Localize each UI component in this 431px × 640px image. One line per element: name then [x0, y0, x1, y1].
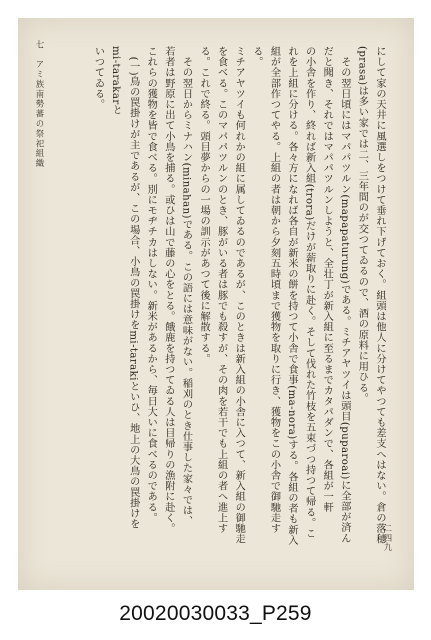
text-line: これらの獲物を皆で食べる。別にモヂチカはしない。新米があるから、毎日大いに食べるのである。: [145, 46, 157, 523]
running-head: 七 アミ族南勢蕃の祭祀組織: [35, 40, 45, 169]
text-line: る。これで終る。頭目夢からの一場の訓示があつて後に解散する。: [198, 46, 210, 364]
text-line: れを上組に分ける。各々方になれば各自が新米の餅を持つて小舎で食事(ma-nora)する。各組の者も新入: [286, 46, 298, 546]
text-line: にして家の天井に風選しをつけて垂れ下げておく。組頭は他人に分けてやつても差支へはない。倉の落穂: [374, 46, 385, 545]
text-line: の小舎を作り、終れば新入組(trora)だけが薪取りに赴く。そして伐れた竹枝を五束づつ持つて帰る。こ: [303, 46, 315, 539]
page-number: 二四九: [383, 523, 393, 552]
body-text: [70, 46, 388, 546]
text-line: 組が全部作つてやる。上組の者は朝から夕刻五時頃まで獲物を取りに行き、獲物をこの小舎で御馳走する。: [250, 46, 280, 534]
text-line: 若者は野原に出て小鳥を捕る。或ひは山で藤の心をとる。餓鹿を持つてゐる人は目帰りの漁附に赴く。: [162, 46, 174, 534]
text-line: ミチアヤツイも何れかの組に属してゐるのであるが、このときは新入組の小舎に入つて、新入組の御馳走: [233, 46, 245, 545]
text-line: を食べる。このマパパツルンのとき、豚がいる者は豚でも殺すが、その肉を若干でも上組の者へ進上す: [215, 46, 227, 534]
footnote-line: いつてゐる。: [92, 46, 104, 110]
text-line: その翌日からミナハン(minahan)である。この語には意味がない。稲刈のとき仕事した家々では、: [180, 46, 192, 527]
document-page: [18, 18, 414, 590]
text-line: その翌日頃にはマパパツルン(mapapaturung)である。ミチアヤツイは頭目(puparoai)に全部が済ん: [338, 46, 350, 544]
text-line: (prasa)は多い家では二、三年間のが交つてゐるので、酒の原料に用ひる。: [356, 46, 368, 404]
text-line: だと聞き、それではマパパツルンしようと、全壮丁が新入組に至るまでカタパダンで、各組が一軒: [321, 46, 333, 513]
footnote-line: (一)鳥の罠掛けが主であるが、この場合、小鳥の罠掛けをmi-tarakiといひ、地上の大鳥の罠掛けをmi-tarakarと: [110, 46, 139, 530]
image-id-caption: 20020030033_P259: [119, 602, 312, 625]
